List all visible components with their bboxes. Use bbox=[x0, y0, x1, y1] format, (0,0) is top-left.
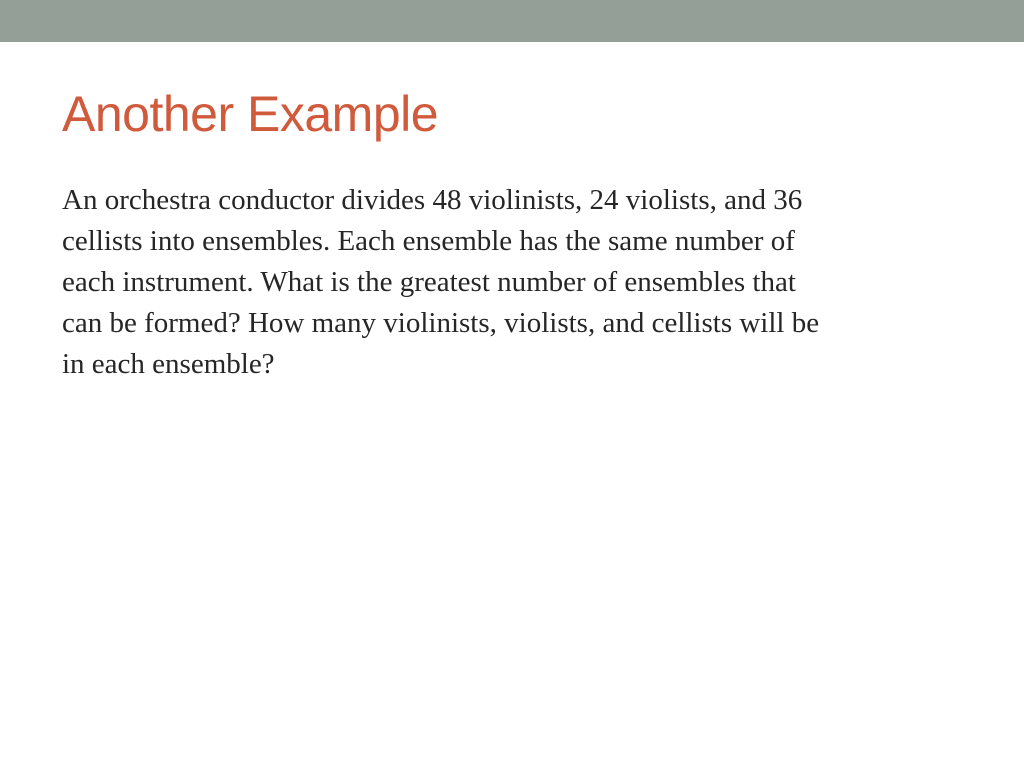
slide-header-band bbox=[0, 0, 1024, 42]
slide-title: Another Example bbox=[62, 86, 439, 142]
body-line-3: each instrument. What is the greatest number of ensembles that bbox=[62, 266, 796, 298]
body-line-4: can be formed? How many violinists, violists, and cellists will be bbox=[62, 307, 820, 339]
body-line-2: cellists into ensembles. Each ensemble has the same number of bbox=[62, 225, 795, 257]
body-line-1: An orchestra conductor divides 48 violinists, 24 violists, and 36 bbox=[62, 184, 803, 216]
slide-body-text bbox=[62, 180, 962, 385]
body-line-5: in each ensemble? bbox=[62, 348, 275, 380]
